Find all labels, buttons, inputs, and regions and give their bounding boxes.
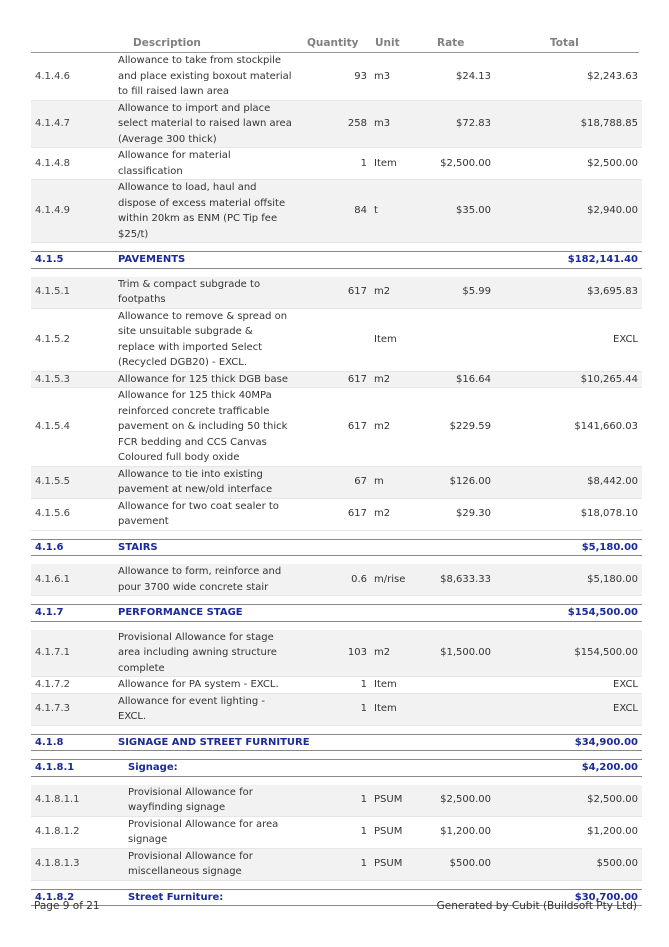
section-code: 4.1.7 — [31, 605, 114, 622]
row-unit: Item — [370, 677, 421, 694]
row-rate — [421, 693, 494, 725]
row-unit: m2 — [370, 388, 421, 467]
row-description: Allowance for material classification — [114, 148, 296, 180]
row-description: Allowance for PA system - EXCL. — [114, 677, 296, 694]
row-total: $500.00 — [494, 848, 642, 880]
row-description: Provisional Allowance for stage area including awning structure complete — [114, 630, 296, 677]
row-total: $18,078.10 — [494, 498, 642, 530]
row-description: Allowance for two coat sealer to pavement — [114, 498, 296, 530]
subsection-row — [31, 760, 642, 777]
row-unit: m2 — [370, 498, 421, 530]
row-description: Allowance for event lighting - EXCL. — [114, 693, 296, 725]
table-row — [31, 693, 642, 725]
row-code: 4.1.5.3 — [31, 371, 114, 388]
row-unit: m2 — [370, 630, 421, 677]
column-header-rate: Rate — [437, 37, 465, 49]
row-total: $154,500.00 — [494, 630, 642, 677]
row-description: Provisional Allowance for wayfinding signage — [114, 785, 296, 817]
row-description: Allowance to remove & spread on site unsuitable subgrade & replace with imported Select (Recycled DGB20) - EXCL. — [114, 308, 296, 371]
row-unit: m2 — [370, 277, 421, 309]
page-number: Page 9 of 21 — [34, 900, 100, 912]
row-rate: $8,633.33 — [421, 564, 494, 596]
row-code: 4.1.6.1 — [31, 564, 114, 596]
table-row — [31, 466, 642, 498]
row-code: 4.1.5.5 — [31, 466, 114, 498]
row-description: Allowance to tie into existing pavement at new/old interface — [114, 466, 296, 498]
row-code: 4.1.5.4 — [31, 388, 114, 467]
section-row — [31, 605, 642, 622]
row-rate: $72.83 — [421, 100, 494, 148]
section-title: SIGNAGE AND STREET FURNITURE — [114, 734, 494, 751]
row-total: EXCL — [494, 308, 642, 371]
row-code: 4.1.7.2 — [31, 677, 114, 694]
subsection-total: $30,700.00 — [494, 889, 642, 906]
section-code: 4.1.6 — [31, 539, 114, 556]
table-row — [31, 308, 642, 371]
generated-by: Generated by Cubit (Buildsoft Pty Ltd) — [436, 900, 637, 912]
row-quantity: 617 — [296, 388, 370, 467]
row-quantity: 1 — [296, 848, 370, 880]
section-total: $5,180.00 — [494, 539, 642, 556]
section-title: STAIRS — [114, 539, 494, 556]
table-row — [31, 53, 642, 100]
table-row — [31, 677, 642, 694]
column-header-description: Description — [133, 37, 201, 49]
row-rate: $2,500.00 — [421, 785, 494, 817]
row-code: 4.1.8.1.2 — [31, 816, 114, 848]
column-header-unit: Unit — [375, 37, 400, 49]
table-row — [31, 277, 642, 309]
row-unit: Item — [370, 308, 421, 371]
table-row — [31, 100, 642, 148]
column-header-total: Total — [550, 37, 579, 49]
row-rate: $24.13 — [421, 53, 494, 100]
row-rate: $2,500.00 — [421, 148, 494, 180]
column-header-row — [31, 0, 639, 53]
row-code: 4.1.7.3 — [31, 693, 114, 725]
row-total: $8,442.00 — [494, 466, 642, 498]
row-unit: PSUM — [370, 785, 421, 817]
row-rate: $16.64 — [421, 371, 494, 388]
row-rate: $500.00 — [421, 848, 494, 880]
row-unit: PSUM — [370, 848, 421, 880]
table-row — [31, 180, 642, 243]
row-quantity: 1 — [296, 148, 370, 180]
table-row — [31, 388, 642, 467]
row-rate: $1,500.00 — [421, 630, 494, 677]
row-unit: m2 — [370, 371, 421, 388]
row-description: Allowance to form, reinforce and pour 3700 wide concrete stair — [114, 564, 296, 596]
row-description: Allowance for 125 thick 40MPa reinforced concrete trafficable pavement on & including 50 thick FCR bedding and CCS Canvas Coloured full body oxide — [114, 388, 296, 467]
row-rate — [421, 677, 494, 694]
row-quantity — [296, 308, 370, 371]
row-quantity: 1 — [296, 816, 370, 848]
row-quantity: 67 — [296, 466, 370, 498]
row-description: Provisional Allowance for area signage — [114, 816, 296, 848]
table-row — [31, 630, 642, 677]
row-unit: Item — [370, 693, 421, 725]
subsection-total: $4,200.00 — [494, 760, 642, 777]
row-code: 4.1.5.1 — [31, 277, 114, 309]
row-code: 4.1.8.1.1 — [31, 785, 114, 817]
row-rate: $1,200.00 — [421, 816, 494, 848]
row-unit: PSUM — [370, 816, 421, 848]
row-quantity: 617 — [296, 371, 370, 388]
subsection-code: 4.1.8.1 — [31, 760, 114, 777]
table-row — [31, 848, 642, 880]
subsection-code: 4.1.8.2 — [31, 889, 114, 906]
row-unit: m3 — [370, 53, 421, 100]
section-title: PERFORMANCE STAGE — [114, 605, 494, 622]
estimate-page — [31, 0, 639, 906]
section-row — [31, 734, 642, 751]
section-row — [31, 539, 642, 556]
section-row — [31, 252, 642, 269]
row-rate: $35.00 — [421, 180, 494, 243]
section-total: $182,141.40 — [494, 252, 642, 269]
row-description: Allowance to take from stockpile and place existing boxout material to fill raised lawn area — [114, 53, 296, 100]
row-quantity: 1 — [296, 677, 370, 694]
row-rate: $126.00 — [421, 466, 494, 498]
row-total: $2,940.00 — [494, 180, 642, 243]
row-rate — [421, 308, 494, 371]
section-code: 4.1.8 — [31, 734, 114, 751]
row-quantity: 103 — [296, 630, 370, 677]
row-unit: m — [370, 466, 421, 498]
section-total: $154,500.00 — [494, 605, 642, 622]
table-row — [31, 785, 642, 817]
row-total: $2,243.63 — [494, 53, 642, 100]
row-code: 4.1.5.2 — [31, 308, 114, 371]
row-quantity: 93 — [296, 53, 370, 100]
row-description: Allowance to load, haul and dispose of excess material offsite within 20km as ENM (PC Tip fee $25/t) — [114, 180, 296, 243]
table-row — [31, 564, 642, 596]
row-quantity: 0.6 — [296, 564, 370, 596]
row-total: $1,200.00 — [494, 816, 642, 848]
subsection-title: Signage: — [114, 760, 494, 777]
row-total: $141,660.03 — [494, 388, 642, 467]
row-total: EXCL — [494, 693, 642, 725]
row-description: Provisional Allowance for miscellaneous signage — [114, 848, 296, 880]
row-quantity: 258 — [296, 100, 370, 148]
table-row — [31, 816, 642, 848]
row-quantity: 1 — [296, 693, 370, 725]
row-description: Allowance to import and place select material to raised lawn area (Average 300 thick) — [114, 100, 296, 148]
row-code: 4.1.7.1 — [31, 630, 114, 677]
section-code: 4.1.5 — [31, 252, 114, 269]
column-header-quantity: Quantity — [307, 37, 359, 49]
row-quantity: 617 — [296, 277, 370, 309]
table-row — [31, 498, 642, 530]
table-row — [31, 148, 642, 180]
row-rate: $29.30 — [421, 498, 494, 530]
row-unit: m3 — [370, 100, 421, 148]
row-quantity: 84 — [296, 180, 370, 243]
row-total: EXCL — [494, 677, 642, 694]
row-description: Allowance for 125 thick DGB base — [114, 371, 296, 388]
row-description: Trim & compact subgrade to footpaths — [114, 277, 296, 309]
row-code: 4.1.4.9 — [31, 180, 114, 243]
estimate-table — [31, 53, 642, 906]
row-rate: $229.59 — [421, 388, 494, 467]
row-total: $3,695.83 — [494, 277, 642, 309]
row-total: $5,180.00 — [494, 564, 642, 596]
row-code: 4.1.4.6 — [31, 53, 114, 100]
row-total: $2,500.00 — [494, 148, 642, 180]
table-row — [31, 371, 642, 388]
row-code: 4.1.8.1.3 — [31, 848, 114, 880]
row-rate: $5.99 — [421, 277, 494, 309]
row-unit: m/rise — [370, 564, 421, 596]
section-total: $34,900.00 — [494, 734, 642, 751]
row-unit: t — [370, 180, 421, 243]
row-unit: Item — [370, 148, 421, 180]
row-quantity: 1 — [296, 785, 370, 817]
section-title: PAVEMENTS — [114, 252, 494, 269]
row-total: $2,500.00 — [494, 785, 642, 817]
row-total: $18,788.85 — [494, 100, 642, 148]
subsection-title: Street Furniture: — [114, 889, 494, 906]
row-code: 4.1.5.6 — [31, 498, 114, 530]
row-code: 4.1.4.8 — [31, 148, 114, 180]
row-total: $10,265.44 — [494, 371, 642, 388]
row-code: 4.1.4.7 — [31, 100, 114, 148]
row-quantity: 617 — [296, 498, 370, 530]
